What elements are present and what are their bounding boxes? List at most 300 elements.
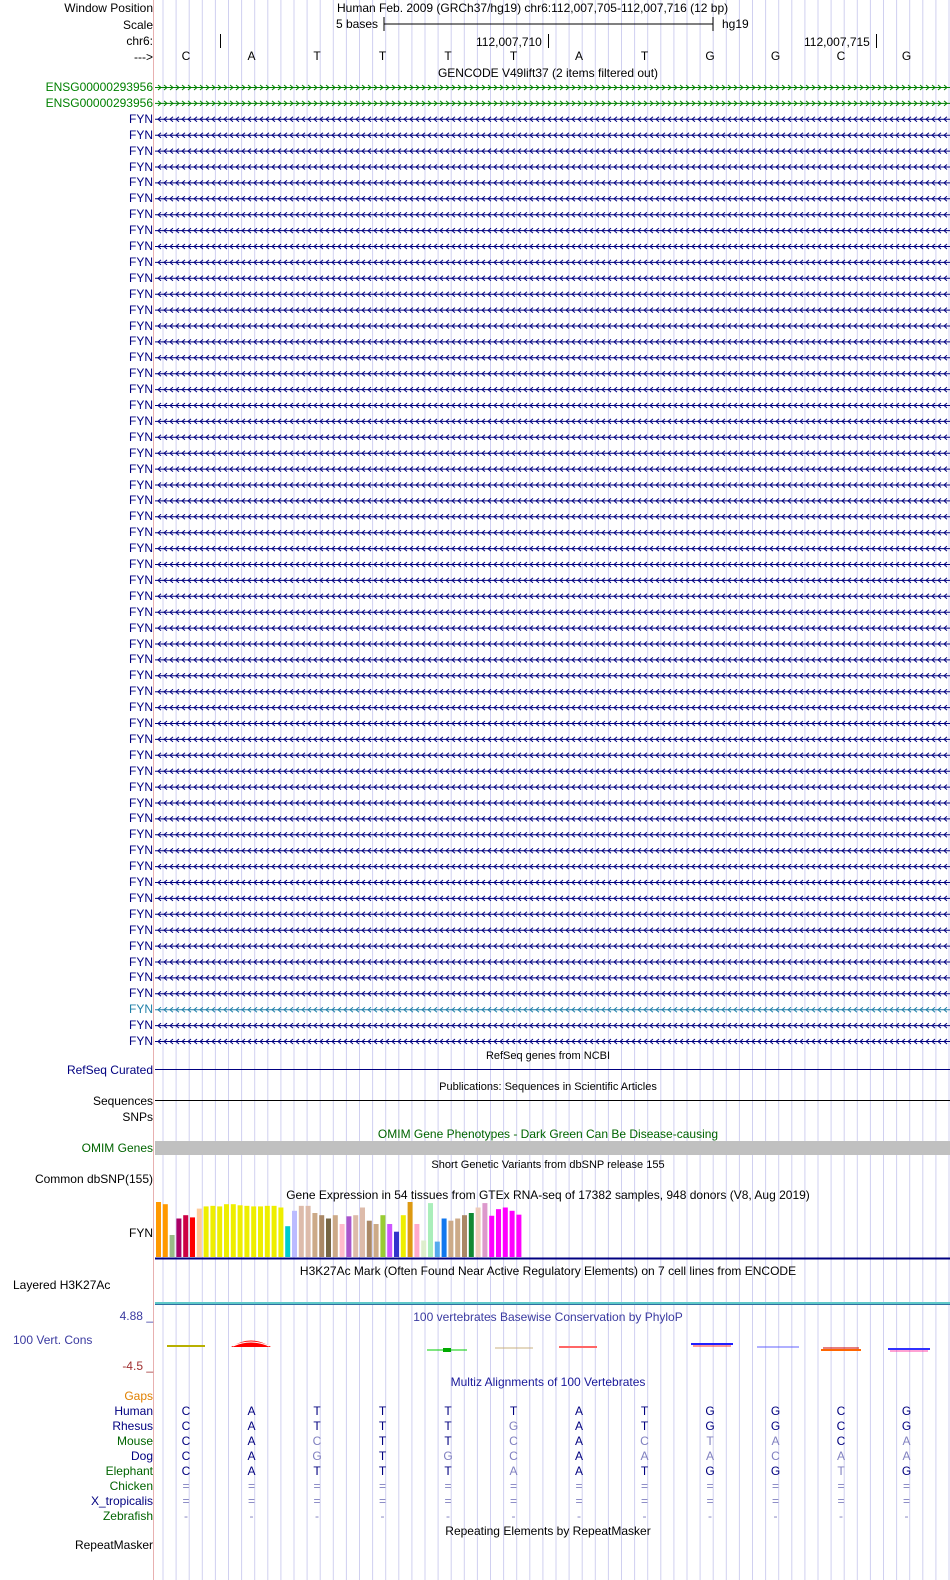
gencode-fyn-label[interactable]: FYN (129, 175, 153, 190)
dbsnp-label[interactable]: Common dbSNP(155) (34, 1172, 153, 1186)
gtex-tissue-bar (326, 1219, 331, 1258)
gencode-fyn-label[interactable]: FYN (129, 747, 153, 762)
window-position-label: Window Position (64, 1, 153, 15)
gtex-tissue-bar (197, 1209, 202, 1257)
phylop-max: 4.88 _ (119, 1309, 153, 1323)
gencode-fyn-feature (155, 308, 950, 313)
multiz-base: = (575, 1494, 583, 1508)
gtex-tissue-bar (462, 1215, 467, 1257)
gtex-tissue-bar (176, 1219, 181, 1258)
gtex-tissue-bar (231, 1204, 236, 1257)
chrom-label: chr6: (126, 34, 153, 48)
gencode-fyn-label[interactable]: FYN (129, 366, 153, 381)
multiz-base: = (706, 1479, 714, 1493)
multiz-base: A (574, 1434, 584, 1448)
gtex-tissue-bar (265, 1206, 270, 1257)
multiz-base: = (313, 1494, 321, 1508)
gencode-fyn-feature (155, 165, 950, 170)
multiz-base: G (901, 1464, 912, 1478)
multiz-base: T (378, 1449, 387, 1463)
base-letter: T (640, 49, 649, 63)
multiz-base: = (378, 1479, 387, 1493)
multiz-species-label[interactable]: Mouse (116, 1434, 153, 1448)
gencode-fyn-label[interactable]: FYN (129, 906, 153, 921)
scale-db-text: hg19 (722, 17, 749, 31)
gencode-fyn-label[interactable]: FYN (129, 875, 153, 889)
gencode-track-title[interactable]: GENCODE V49lift37 (2 items filtered out) (437, 66, 659, 80)
gencode-fyn-feature (155, 1007, 950, 1012)
multiz-base: - (577, 1509, 581, 1523)
multiz-base: T (640, 1464, 649, 1478)
multiz-base: A (574, 1449, 584, 1463)
multiz-base: C (509, 1434, 518, 1448)
gencode-fyn-label[interactable]: FYN (129, 1034, 153, 1048)
gencode-fyn-label[interactable]: FYN (129, 859, 153, 874)
gencode-fyn-label[interactable]: FYN (129, 779, 153, 794)
gencode-fyn-label[interactable]: FYN (129, 223, 153, 238)
multiz-species-label[interactable]: Dog (130, 1449, 153, 1463)
multiz-base: T (378, 1434, 387, 1448)
gtex-tissue-bar (516, 1215, 521, 1257)
h3k27ac-signal-base (155, 1304, 950, 1305)
multiz-base: = (444, 1494, 452, 1508)
multiz-base: = (902, 1479, 911, 1493)
phylop-track-title[interactable]: 100 vertebrates Basewise Conservation by PhyloP (413, 1310, 683, 1324)
multiz-base: T (640, 1419, 649, 1433)
gencode-fyn-feature (155, 467, 950, 472)
gencode-fyn-label[interactable]: FYN (129, 970, 153, 985)
gtex-tissue-bar (421, 1241, 426, 1258)
gtex-tissue-bar (306, 1206, 311, 1257)
multiz-species-label[interactable]: Human (114, 1404, 153, 1418)
multiz-base: C (181, 1434, 191, 1448)
base-letter: C (836, 49, 846, 63)
gencode-fyn-feature (155, 276, 950, 281)
position-tick-1: 112,007,710 (476, 35, 542, 49)
gencode-fyn-feature (155, 864, 950, 869)
gencode-fyn-feature (155, 832, 950, 837)
gencode-fyn-feature (155, 403, 950, 408)
multiz-base: T (313, 1464, 321, 1478)
gencode-fyn-label[interactable]: FYN (129, 700, 153, 715)
chrom-tick-left (220, 34, 221, 48)
gencode-fyn-label[interactable]: FYN (129, 716, 153, 730)
gencode-fyn-label[interactable]: FYN (129, 191, 153, 206)
multiz-base: - (642, 1509, 647, 1523)
gencode-fyn-label[interactable]: FYN (129, 763, 153, 778)
gencode-fyn-label[interactable]: FYN (129, 1018, 153, 1033)
gtex-tissue-bar (292, 1211, 297, 1257)
multiz-base: A (574, 1464, 584, 1478)
base-letter: A (574, 49, 584, 63)
multiz-base: C (836, 1434, 846, 1448)
gencode-fyn-label[interactable]: FYN (129, 318, 153, 333)
gencode-fyn-label[interactable]: FYN (129, 795, 153, 810)
gencode-fyn-label[interactable]: FYN (129, 986, 153, 1001)
refseq-gene-line[interactable] (155, 1069, 950, 1070)
multiz-base: A (771, 1434, 780, 1448)
multiz-base: A (574, 1419, 584, 1433)
gencode-fyn-feature (155, 816, 950, 821)
gtex-tissue-bar (435, 1242, 440, 1257)
multiz-base: G (901, 1404, 912, 1418)
gencode-fyn-label[interactable]: FYN (129, 731, 153, 746)
multiz-base: G (901, 1419, 912, 1433)
gencode-fyn-label[interactable]: FYN (129, 541, 153, 556)
gencode-fyn-label[interactable]: FYN (129, 429, 153, 444)
multiz-species-label[interactable]: Elephant (105, 1464, 153, 1478)
omim-feature-bar[interactable] (155, 1141, 950, 1155)
gtex-tissue-bar (367, 1221, 372, 1257)
gencode-fyn-feature (155, 991, 950, 996)
gencode-fyn-label[interactable]: FYN (129, 398, 153, 412)
gencode-fyn-label[interactable]: FYN (129, 922, 153, 937)
gtex-tissue-bar (360, 1208, 365, 1258)
gencode-fyn-feature (155, 244, 950, 249)
gencode-fyn-label[interactable]: FYN (129, 620, 153, 635)
scale-bases-text: 5 bases (336, 17, 379, 31)
gencode-ensg-feature (155, 85, 950, 90)
dbsnp-track-title[interactable]: Short Genetic Variants from dbSNP release 155 (431, 1159, 665, 1171)
multiz-base: A (640, 1449, 649, 1463)
multiz-base: - (708, 1509, 712, 1523)
multiz-base: C (771, 1449, 780, 1463)
gencode-fyn-feature (155, 546, 950, 551)
gencode-fyn-label[interactable]: FYN (129, 350, 153, 365)
gencode-fyn-feature (155, 387, 950, 392)
multiz-base: C (181, 1419, 191, 1433)
base-letter: A (247, 49, 256, 63)
gtex-tissue-bar (190, 1217, 195, 1257)
label-column-divider (153, 0, 154, 1580)
multiz-base: A (902, 1449, 911, 1463)
multiz-base: = (640, 1494, 649, 1508)
multiz-base: C (509, 1449, 518, 1463)
gencode-fyn-feature (155, 928, 950, 933)
refseq-label[interactable]: RefSeq Curated (66, 1063, 153, 1077)
gtex-tissue-bar (387, 1224, 392, 1257)
gencode-fyn-label[interactable]: FYN (129, 652, 153, 667)
gencode-fyn-label[interactable]: FYN (129, 668, 153, 683)
gencode-fyn-label[interactable]: FYN (129, 159, 153, 174)
multiz-base: A (902, 1434, 911, 1448)
gencode-fyn-label[interactable]: FYN (129, 604, 153, 619)
repeatmasker-label[interactable]: RepeatMasker (74, 1538, 153, 1552)
gtex-tissue-bar (278, 1208, 283, 1258)
gencode-fyn-label[interactable]: FYN (129, 954, 153, 969)
gtex-tissue-bar (210, 1206, 215, 1257)
multiz-base: C (181, 1464, 191, 1478)
omim-label[interactable]: OMIM Genes (81, 1141, 153, 1155)
base-letter: T (378, 49, 387, 63)
assembly-position-text: Human Feb. 2009 (GRCh37/hg19) chr6:112,007,705-112,007,716 (12 bp) (337, 1, 729, 15)
gencode-fyn-label[interactable]: FYN (129, 509, 153, 524)
gencode-fyn-feature (155, 626, 950, 631)
multiz-base: T (378, 1404, 387, 1418)
multiz-base: T (444, 1464, 452, 1478)
multiz-base: C (312, 1434, 322, 1448)
gencode-fyn-feature (155, 880, 950, 885)
multiz-base: = (902, 1494, 911, 1508)
gencode-fyn-feature (155, 657, 950, 662)
gencode-fyn-label[interactable]: FYN (129, 207, 153, 222)
gencode-fyn-feature (155, 514, 950, 519)
gencode-fyn-label[interactable]: FYN (129, 239, 153, 253)
gencode-ensg-label[interactable]: ENSG00000293956 (45, 95, 153, 110)
gencode-fyn-feature (155, 260, 950, 265)
chrom-tick-right (876, 34, 877, 48)
multiz-base: = (247, 1494, 256, 1508)
gencode-fyn-label[interactable]: FYN (129, 143, 153, 158)
gencode-fyn-feature (155, 180, 950, 185)
publications-label[interactable]: Sequences (92, 1094, 153, 1108)
gencode-fyn-label[interactable]: FYN (129, 334, 153, 349)
gencode-fyn-feature (155, 133, 950, 138)
gencode-fyn-label[interactable]: FYN (129, 827, 153, 842)
gencode-fyn-feature (155, 355, 950, 360)
gencode-fyn-feature (155, 212, 950, 217)
phylop-min: -4.5 _ (122, 1359, 153, 1373)
gencode-fyn-label[interactable]: FYN (129, 445, 153, 460)
gencode-fyn-feature (155, 753, 950, 758)
base-sequence-row (0, 49, 950, 63)
multiz-species-label[interactable]: Chicken (109, 1479, 153, 1493)
gencode-fyn-label[interactable]: FYN (129, 684, 153, 699)
multiz-base: G (770, 1404, 781, 1418)
gtex-tissue-bar (217, 1206, 222, 1257)
h3k27ac-label[interactable]: Layered H3K27Ac (13, 1278, 111, 1292)
gtex-tissue-bar (428, 1203, 433, 1257)
gencode-fyn-label[interactable]: FYN (129, 588, 153, 603)
gtex-tissue-bar (244, 1206, 249, 1257)
multiz-base: = (771, 1479, 780, 1493)
gencode-fyn-feature (155, 769, 950, 774)
multiz-base: A (509, 1464, 518, 1478)
gtex-tissue-bar (238, 1205, 243, 1257)
gencode-fyn-feature (155, 705, 950, 710)
gencode-fyn-feature (155, 737, 950, 742)
gtex-tissue-bar (510, 1211, 515, 1257)
multiz-base: A (247, 1419, 256, 1433)
multiz-base: = (182, 1479, 190, 1493)
multiz-base: = (182, 1494, 190, 1508)
gtex-tissue-bar (204, 1206, 209, 1257)
gencode-fyn-feature (155, 196, 950, 201)
multiz-base: - (839, 1509, 843, 1523)
gencode-fyn-label[interactable]: FYN (129, 111, 153, 126)
gtex-tissue-bar (380, 1215, 385, 1257)
gtex-gene-label[interactable]: FYN (129, 1226, 153, 1240)
gtex-tissue-bar (482, 1203, 487, 1257)
multiz-base: T (444, 1419, 452, 1433)
multiz-base: - (904, 1509, 909, 1523)
omim-track-title[interactable]: OMIM Gene Phenotypes - Dark Green Can Be Disease-causing (377, 1127, 719, 1141)
gencode-fyn-label[interactable]: FYN (129, 938, 153, 953)
gencode-fyn-feature (155, 1039, 950, 1044)
gencode-features[interactable] (155, 79, 950, 1047)
gencode-fyn-label[interactable]: FYN (129, 477, 153, 492)
gencode-fyn-label[interactable]: FYN (129, 557, 153, 571)
scale-label: Scale (122, 18, 153, 32)
gencode-fyn-feature (155, 578, 950, 583)
gencode-fyn-label[interactable]: FYN (129, 493, 153, 508)
gtex-tissue-bar (401, 1215, 406, 1257)
multiz-track-title[interactable]: Multiz Alignments of 100 Vertebrates (450, 1375, 646, 1389)
snps-label[interactable]: SNPs (122, 1110, 153, 1124)
multiz-base: G (443, 1449, 453, 1463)
gencode-fyn-feature (155, 1023, 950, 1028)
gtex-tissue-bar (312, 1213, 317, 1257)
gencode-fyn-label[interactable]: FYN (129, 572, 153, 587)
multiz-base: - (315, 1509, 319, 1523)
multiz-base: T (444, 1404, 452, 1418)
gencode-fyn-feature (155, 117, 950, 122)
multiz-base: = (509, 1479, 518, 1493)
base-letter: T (313, 49, 321, 63)
multiz-base: - (380, 1509, 385, 1523)
base-letter: T (444, 49, 452, 63)
gencode-fyn-feature (155, 721, 950, 726)
multiz-base: T (313, 1404, 321, 1418)
base-letter: G (705, 49, 715, 63)
gencode-fyn-feature (155, 689, 950, 694)
gencode-fyn-label[interactable]: FYN (129, 811, 153, 826)
gencode-fyn-label[interactable]: FYN (129, 286, 153, 301)
gtex-tissue-bar (469, 1213, 474, 1257)
multiz-base: C (181, 1449, 191, 1463)
phylop-signal[interactable] (155, 1330, 950, 1360)
gencode-fyn-feature (155, 228, 950, 233)
gtex-tissue-bar (156, 1202, 161, 1257)
base-letter: T (509, 49, 518, 63)
gtex-tissue-bar (251, 1206, 256, 1257)
gencode-fyn-label[interactable]: FYN (129, 382, 153, 397)
multiz-base: G (705, 1419, 715, 1433)
base-letter: G (770, 49, 781, 63)
multiz-base: = (771, 1494, 780, 1508)
gencode-fyn-feature (155, 960, 950, 965)
gtex-track-title[interactable]: Gene Expression in 54 tissues from GTEx RNA-seq of 17382 samples, 948 donors (V8, Aug 2019) (286, 1188, 810, 1202)
gtex-tissue-bar (258, 1206, 263, 1257)
gencode-fyn-feature (155, 339, 950, 344)
repeatmasker-track-title[interactable]: Repeating Elements by RepeatMasker (445, 1524, 651, 1538)
gtex-tissue-bar (285, 1226, 290, 1257)
multiz-base: T (444, 1434, 452, 1448)
gencode-fyn-label[interactable]: FYN (129, 413, 153, 428)
multiz-base: - (773, 1509, 778, 1523)
multiz-base: A (247, 1404, 256, 1418)
gencode-fyn-feature (155, 610, 950, 615)
base-letter: C (181, 49, 191, 63)
multiz-base: A (574, 1404, 584, 1418)
gencode-fyn-label[interactable]: FYN (129, 525, 153, 540)
gencode-fyn-feature (155, 451, 950, 456)
gencode-fyn-feature (155, 673, 950, 678)
base-letter: G (901, 49, 912, 63)
gtex-tissue-bar (408, 1202, 413, 1257)
gtex-tissue-bar (353, 1215, 358, 1257)
multiz-base: A (247, 1434, 256, 1448)
multiz-base: T (837, 1464, 845, 1478)
h3k27ac-track-title[interactable]: H3K27Ac Mark (Often Found Near Active Regulatory Elements) on 7 cell lines from ENCODE (299, 1264, 797, 1278)
multiz-base: = (444, 1479, 452, 1493)
gtex-tissue-bar (272, 1206, 277, 1257)
multiz-gaps-label[interactable]: Gaps (124, 1389, 153, 1403)
gtex-tissue-bar (183, 1215, 188, 1257)
multiz-base: A (247, 1464, 256, 1478)
multiz-base: A (705, 1449, 715, 1463)
multiz-base: G (508, 1419, 519, 1433)
gencode-fyn-feature (155, 944, 950, 949)
gtex-tissue-bar (476, 1208, 481, 1258)
gencode-fyn-feature (155, 594, 950, 599)
multiz-base: G (312, 1449, 322, 1463)
multiz-species-label[interactable]: X_tropicalis (90, 1494, 153, 1508)
gtex-tissue-bar (374, 1224, 379, 1257)
multiz-base: = (378, 1494, 387, 1508)
multiz-species-label[interactable]: Zebrafish (102, 1509, 153, 1523)
gtex-tissue-bar (503, 1208, 508, 1258)
multiz-base: = (313, 1479, 321, 1493)
multiz-base: = (509, 1494, 518, 1508)
gencode-fyn-label[interactable]: FYN (129, 1002, 153, 1017)
multiz-base: T (640, 1404, 649, 1418)
gtex-tissue-bar (163, 1204, 168, 1257)
gencode-fyn-feature (155, 498, 950, 503)
multiz-base: T (706, 1434, 714, 1448)
gtex-tissue-bar (448, 1221, 453, 1257)
multiz-base: - (511, 1509, 516, 1523)
gencode-fyn-label[interactable]: FYN (129, 254, 153, 269)
gencode-fyn-label[interactable]: FYN (129, 127, 153, 142)
gencode-fyn-label[interactable]: FYN (129, 461, 153, 476)
multiz-species-label[interactable]: Rhesus (112, 1419, 153, 1433)
publications-line[interactable] (155, 1100, 950, 1101)
phylop-label[interactable]: 100 Vert. Cons (13, 1333, 93, 1347)
gtex-tissue-bar (319, 1215, 324, 1257)
refseq-track-title[interactable]: RefSeq genes from NCBI (485, 1050, 611, 1062)
gencode-fyn-label[interactable]: FYN (129, 302, 153, 317)
publications-track-title[interactable]: Publications: Sequences in Scientific Articles (439, 1081, 657, 1093)
gencode-fyn-feature (155, 530, 950, 535)
multiz-base: G (770, 1419, 781, 1433)
gtex-tissue-bar (496, 1209, 501, 1257)
multiz-base: G (705, 1404, 715, 1418)
gencode-fyn-feature (155, 912, 950, 917)
gencode-fyn-feature (155, 801, 950, 806)
gtex-tissue-bar (340, 1224, 345, 1257)
gencode-ensg-label[interactable]: ENSG00000293956 (45, 80, 153, 94)
position-tick-2: 112,007,715 (804, 35, 870, 49)
multiz-base: T (509, 1404, 518, 1418)
gencode-fyn-label[interactable]: FYN (129, 843, 153, 858)
gencode-fyn-label[interactable]: FYN (129, 270, 153, 285)
gencode-fyn-feature (155, 371, 950, 376)
gencode-fyn-label[interactable]: FYN (129, 890, 153, 905)
multiz-base: = (640, 1479, 649, 1493)
gtex-expression-chart[interactable] (155, 1200, 950, 1262)
gencode-fyn-label[interactable]: FYN (129, 636, 153, 651)
multiz-base: - (446, 1509, 450, 1523)
gtex-tissue-bar (455, 1219, 460, 1258)
gtex-tissue-bar (442, 1219, 447, 1258)
multiz-base: T (378, 1464, 387, 1478)
gencode-fyn-feature (155, 975, 950, 980)
multiz-base: = (837, 1494, 845, 1508)
multiz-base: C (836, 1419, 846, 1433)
multiz-base: T (313, 1419, 321, 1433)
gencode-fyn-feature (155, 785, 950, 790)
